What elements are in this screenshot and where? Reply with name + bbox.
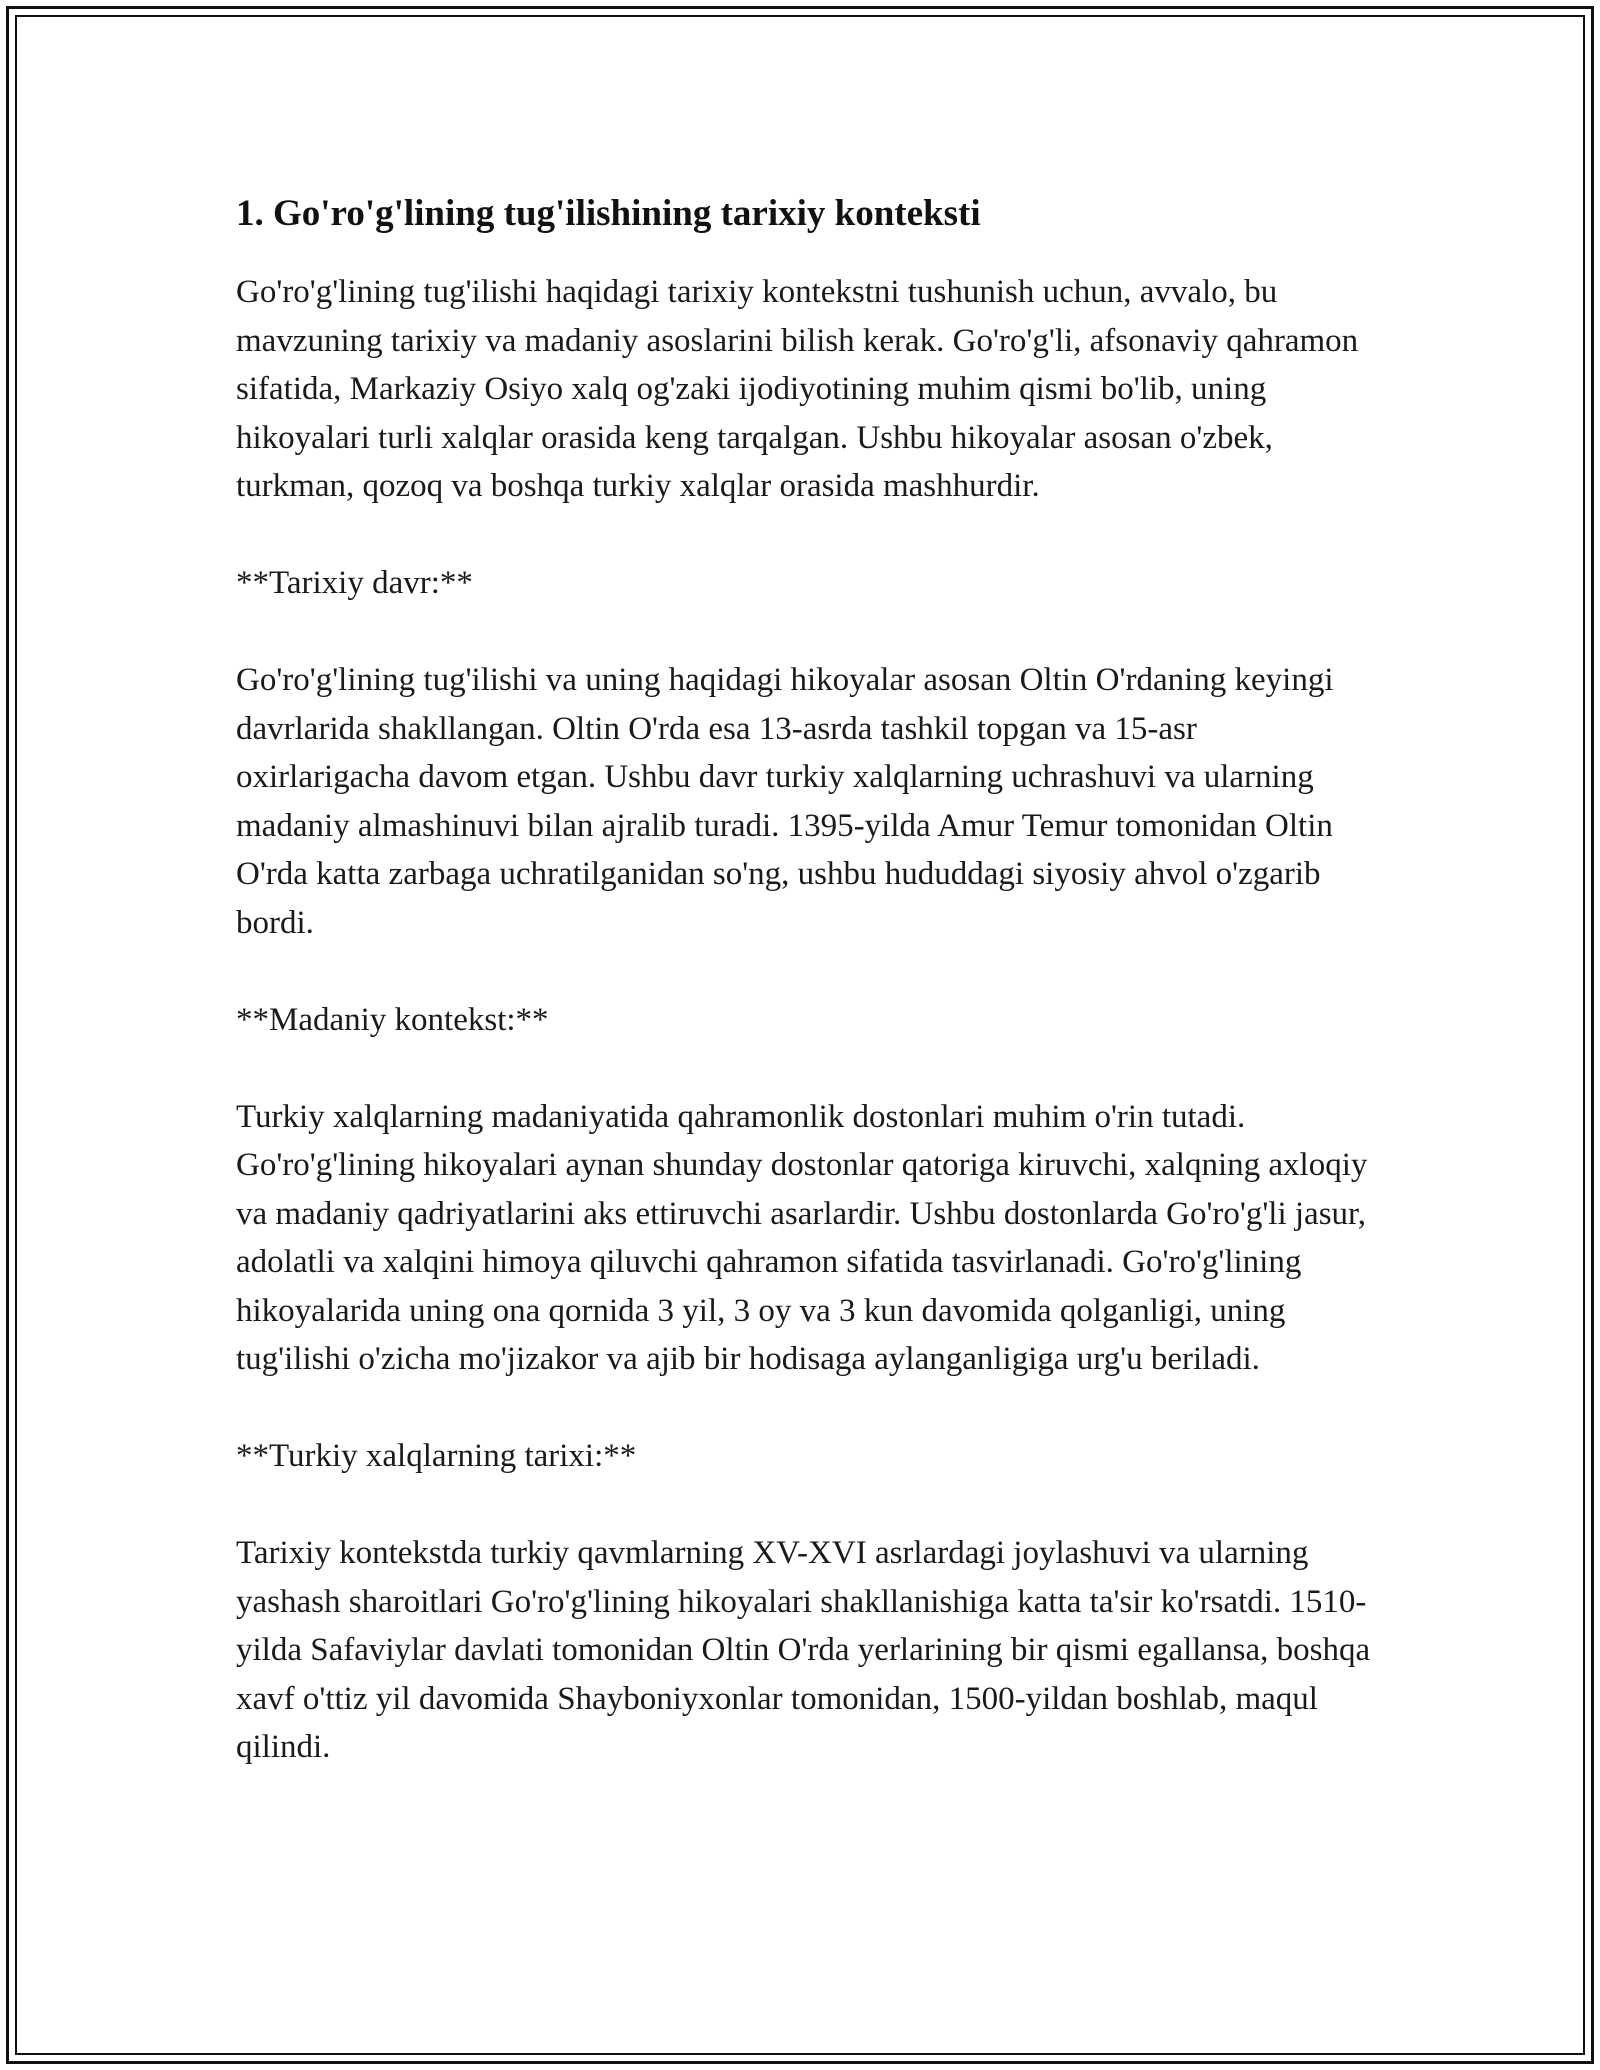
document-title: 1. Go'ro'g'lining tug'ilishining tarixiy konteksti	[236, 193, 981, 234]
paragraph-cultural-context: Turkiy xalqlarning madaniyatida qahramonlik dostonlari muhim o'rin tutadi. Go'ro'g'lining hikoyalari aynan shunday dostonlar qatoriga kiruvchi, xalqning axloqiy va madaniy qadriyatlarini aks ettiruvchi asarlardir. Ushbu dostonlarda Go'ro'g'li jasur, adolatli va xalqini himoya qiluvchi qahramon sifatida tasvirlanadi. Go'ro'g'lining hikoyalarida uning ona qornida 3 yil, 3 oy va 3 kun davomida qolganligi, uning tug'ilishi o'zicha mo'jizakor va ajib bir hodisaga aylanganligiga urg'u beriladi.	[236, 1098, 1368, 1377]
paragraph-turkic-history: Tarixiy kontekstda turkiy qavmlarning XV-XVI asrlardagi joylashuvi va ularning yashash sharoitlari Go'ro'g'lining hikoyalari shakllanishiga katta ta'sir ko'rsatdi. 1510-yilda Safaviylar davlati tomonidan Oltin O'rda yerlarining bir qismi egallansa, boshqa xavf o'ttiz yil davomida Shayboniyxonlar tomonidan, 1500-yildan boshlab, maqul qilindi.	[236, 1535, 1371, 1765]
document-body	[236, 186, 1376, 1820]
subheading-historical-period: **Tarixiy davr:**	[236, 565, 473, 601]
subheading-turkic-history: **Turkiy xalqlarning tarixi:**	[236, 1438, 637, 1474]
paragraph-historical-period: Go'ro'g'lining tug'ilishi va uning haqidagi hikoyalar asosan Oltin O'rdaning keyingi davrlarida shakllangan. Oltin O'rda esa 13-asrda tashkil topgan va 15-asr oxirlarigacha davom etgan. Ushbu davr turkiy xalqlarning uchrashuvi va ularning madaniy almashinuvi bilan ajralib turadi. 1395-yilda Amur Temur tomonidan Oltin O'rda katta zarbaga uchratilganidan so'ng, ushbu hududdagi siyosiy ahvol o'zgarib bordi.	[236, 662, 1334, 941]
subheading-cultural-context: **Madaniy kontekst:**	[236, 1001, 549, 1038]
paragraph-intro: Go'ro'g'lining tug'ilishi haqidagi tarixiy kontekstni tushunish uchun, avvalo, bu mavzuning tarixiy va madaniy asoslarini bilish kerak. Go'ro'g'li, afsonaviy qahramon sifatida, Markaziy Osiyo xalq og'zaki ijodiyotining muhim qismi bo'lib, uning hikoyalari turli xalqlar orasida keng tarqalgan. Ushbu hikoyalar asosan o'zbek, turkman, qozoq va boshqa turkiy xalqlar orasida mashhurdir.	[236, 274, 1359, 504]
